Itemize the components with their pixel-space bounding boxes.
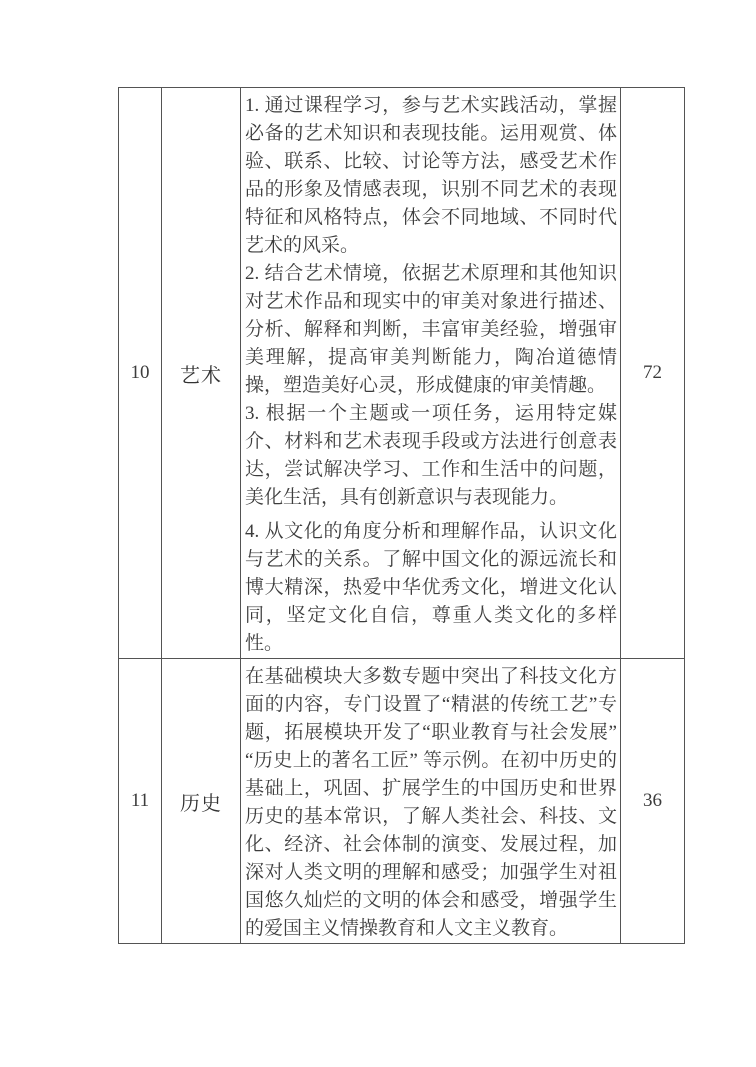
description-cell xyxy=(241,659,621,944)
subject-cell: 历史 xyxy=(162,659,241,944)
art-paragraph-1: 1. 通过课程学习，参与艺术实践活动，掌握必备的艺术知识和表现技能。运用观赏、体验、联系、比较、讨论等方法，感受艺术作品的形象及情感表现，识别不同艺术的表现特征和风格特点，体会不同地域、不同时代艺术的风采。 xyxy=(245,95,617,256)
table-row-art xyxy=(119,88,685,659)
history-paragraph-1: 在基础模块大多数专题中突出了科技文化方面的内容，专门设置了“精湛的传统工艺”专题，拓展模块开发了“职业教育与社会发展” “历史上的著名工匠” 等示例。在初中历史的基础上，巩固、扩展学生的中国历史和世界历史的基本常识，了解人类社会、科技、文化、经济、社会体制的演变、发展过程，加深对人类文明的理解和感受；加强学生对祖国悠久灿烂的文明的体会和感受，增强学生的爱国主义情操教育和人文主义教育。 xyxy=(245,666,617,939)
art-paragraph-4: 4. 从文化的角度分析和理解作品，认识文化与艺术的关系。了解中国文化的源远流长和博大精深，热爱中华优秀文化，增进文化认同，坚定文化自信，尊重人类文化的多样性。 xyxy=(245,521,617,654)
curriculum-table xyxy=(118,87,685,944)
description-cell xyxy=(241,88,621,659)
row-number-cell: 10 xyxy=(119,88,162,659)
table-row-history xyxy=(119,659,685,944)
subject-cell: 艺术 xyxy=(162,88,241,659)
art-paragraph-2: 2. 结合艺术情境，依据艺术原理和其他知识对艺术作品和现实中的审美对象进行描述、分析、解释和判断，丰富审美经验，增强审美理解，提高审美判断能力，陶冶道德情操，塑造美好心灵，形成健康的审美情趣。 xyxy=(245,263,617,396)
row-number-cell: 11 xyxy=(119,659,162,944)
hours-cell: 36 xyxy=(621,659,685,944)
hours-cell: 72 xyxy=(621,88,685,659)
art-paragraph-3: 3. 根据一个主题或一项任务，运用特定媒介、材料和艺术表现手段或方法进行创意表达，尝试解决学习、工作和生活中的问题，美化生活，具有创新意识与表现能力。 xyxy=(245,403,617,508)
